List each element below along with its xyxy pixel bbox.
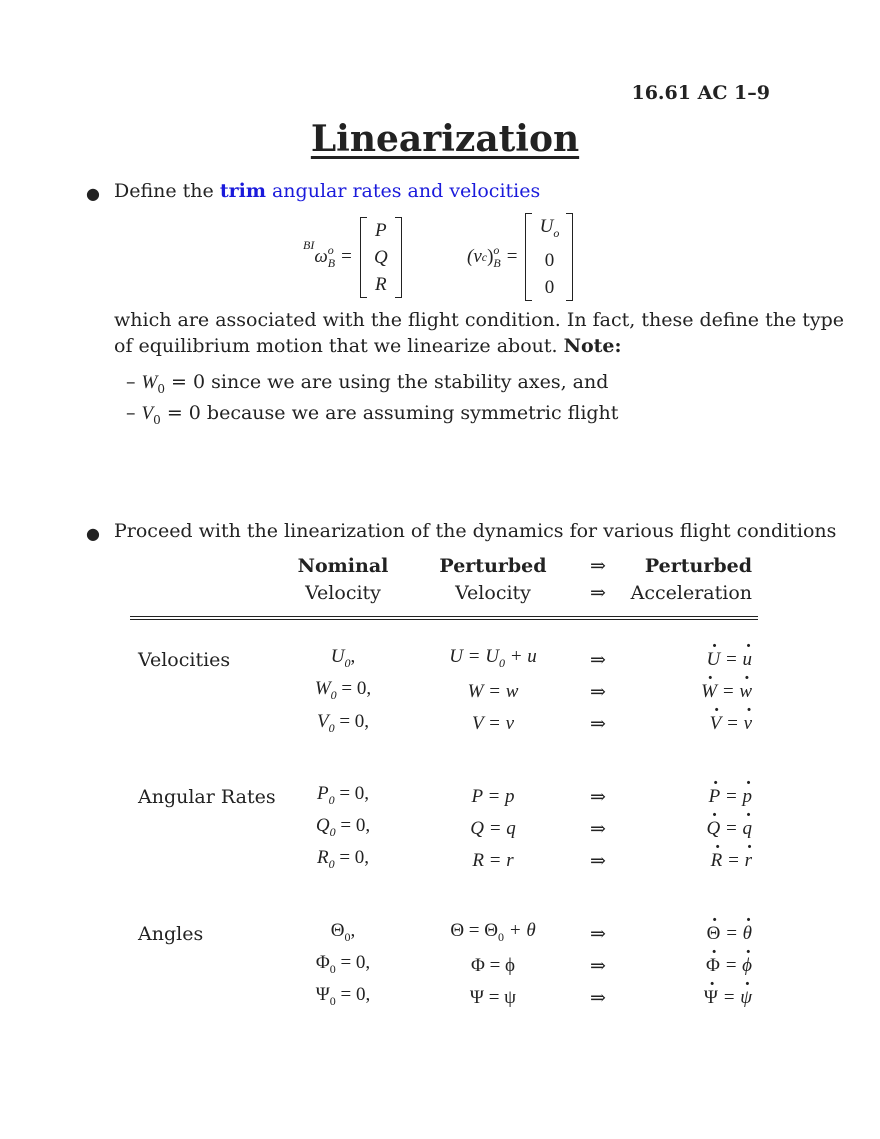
perturbed-rest: + u (504, 646, 537, 667)
omega-vector-q: Q (373, 246, 388, 268)
acceleration-lhs: · P (709, 784, 721, 811)
omega-vector-r: R (375, 273, 387, 295)
acceleration-rhs: · q (743, 816, 753, 843)
omega-prefix-superscript: BI (303, 237, 315, 252)
velocity-lhs-close: ) (487, 246, 494, 267)
velocity-lhs-open: (v (467, 246, 482, 267)
dash-1-sub: 0 (157, 381, 166, 396)
dash-item-1 (126, 371, 608, 396)
acceleration-lhs: · R (711, 848, 723, 875)
perturbed-value: P = p (471, 785, 515, 807)
velocity-equals: = (506, 246, 518, 267)
nominal-sub: 0 (329, 994, 336, 1009)
dash-1-text: = 0 since we are using the stability axes, and (165, 371, 609, 393)
paragraph-line-2 (114, 335, 622, 357)
velocity-vector-zero-2: 0 (544, 276, 555, 298)
dash-2-marker: – (126, 402, 136, 424)
implies-arrow: ⇒ (590, 785, 606, 808)
perturbed-value: Θ = Θ (450, 919, 498, 941)
bullet-1-prefix: Define the (114, 180, 220, 202)
nominal-sub: 0 (329, 961, 336, 976)
bullet-1-marker: ● (86, 184, 100, 203)
perturbed-value: Q = q (470, 818, 516, 840)
nominal-rest: = 0, (335, 952, 371, 974)
acceleration-lhs: · W (701, 679, 717, 706)
bullet-2-text: Proceed with the linearization of the dynamics for various flight conditions (114, 520, 837, 542)
header-velocity-2: Velocity (455, 581, 531, 604)
perturbed-value: U = U (449, 646, 499, 667)
page-title: Linearization (310, 118, 580, 160)
acceleration-rhs: · u (743, 647, 753, 674)
dash-2-text: = 0 because we are assuming symmetric flight (160, 402, 619, 424)
header-velocity: Velocity (305, 581, 381, 604)
linearization-table (130, 553, 758, 1015)
nominal-sub: 0 (344, 655, 351, 670)
perturbed-sub: 0 (498, 655, 505, 670)
perturbed-sub: 0 (498, 929, 504, 944)
nominal-sub: 0 (344, 929, 351, 944)
table-row: $Q_0 = 0$, Q = q ⇒ · Q = · q (130, 813, 758, 845)
nominal-sub: 0 (330, 688, 337, 703)
nominal-value: Q (315, 815, 330, 837)
bullet-2-marker: ● (86, 524, 100, 543)
group-label-angles: Angles (138, 922, 204, 945)
implies-arrow: ⇒ (590, 648, 606, 671)
bullet-1-suffix: angular rates and velocities (265, 180, 541, 202)
velocity-vector-u-subscript: o (553, 225, 560, 240)
nominal-rest: = 0, (335, 815, 371, 837)
implies-arrow: ⇒ (590, 987, 606, 1010)
perturbed-value: W = w (467, 681, 519, 703)
acceleration-rhs: · p (743, 784, 753, 811)
acceleration-lhs: · U (706, 647, 720, 674)
dash-item-2 (126, 402, 618, 427)
table-header-row-2 (130, 580, 758, 607)
header-arrow-2: ⇒ (590, 581, 606, 604)
omega-subscript: B (327, 256, 336, 270)
table-rule (130, 606, 758, 618)
nominal-sub: 0 (329, 824, 336, 839)
dash-2-var: V (141, 403, 154, 424)
omega-symbol: ω (314, 246, 328, 267)
table-row: $\Psi_0 = 0$, Ψ = ψ ⇒ · Ψ = · ψ (130, 982, 758, 1014)
nominal-rest: = 0, (334, 847, 370, 869)
perturbed-value: Ψ = ψ (469, 987, 517, 1009)
header-perturbed-2: Perturbed (644, 555, 752, 577)
omega-vector-p: P (375, 219, 387, 241)
group-label-velocities: Velocities (138, 648, 231, 671)
velocity-lhs-c-subscript: c (481, 249, 488, 264)
nominal-value: P (316, 782, 329, 804)
nominal-value: R (316, 847, 329, 869)
table-row: Velocities $U_0$, $U = U_0 + u$ ⇒ · U = · u (130, 644, 758, 676)
omega-vector (360, 217, 402, 298)
table-row: Angular Rates $P_0 = 0$, P = p ⇒ · P = · p (130, 781, 758, 813)
implies-arrow: ⇒ (590, 850, 606, 873)
nominal-rest: = 0, (336, 678, 372, 700)
table-row: Angles $\Theta_0$, $\Theta = \Theta_0 + \theta$ ⇒ · Θ = · θ (130, 918, 758, 950)
acceleration-rhs: · θ (743, 921, 752, 948)
table-row: $R_0 = 0$, R = r ⇒ · R = · r (130, 845, 758, 877)
header-arrow-1: ⇒ (590, 555, 606, 577)
acceleration-rhs: · ψ (740, 985, 752, 1012)
nominal-sub: 0 (328, 720, 335, 735)
velocity-equation (467, 216, 573, 298)
acceleration-lhs: · Φ (706, 953, 720, 980)
nominal-value: U (330, 646, 345, 667)
omega-equation (303, 216, 402, 298)
implies-arrow: ⇒ (590, 922, 606, 945)
acceleration-lhs: · Ψ (704, 985, 718, 1012)
table-row: $\Phi_0 = 0$, Φ = ϕ ⇒ · Φ = · ϕ (130, 950, 758, 982)
perturbed-value: R = r (472, 850, 514, 872)
nominal-value: Θ (330, 919, 345, 941)
nominal-rest: = 0, (334, 782, 370, 804)
implies-arrow: ⇒ (590, 681, 606, 704)
omega-equals: = (341, 246, 352, 267)
nominal-value: Ψ (315, 984, 330, 1006)
perturbed-rest: + θ (504, 919, 536, 941)
acceleration-lhs: · Θ (707, 921, 721, 948)
nominal-value: W (314, 678, 331, 700)
nominal-value: Φ (315, 952, 330, 974)
acceleration-rhs: · r (745, 848, 752, 875)
table-header-row-1 (130, 553, 758, 580)
paragraph-line-1: which are associated with the flight condition. In fact, these define the type (114, 309, 845, 331)
dash-1-marker: – (126, 371, 136, 393)
group-label-angular-rates: Angular Rates (138, 785, 276, 808)
omega-superscript: o (327, 243, 334, 257)
acceleration-lhs: · Q (706, 816, 720, 843)
velocity-vector-u: U (539, 216, 554, 238)
note-label: Note: (563, 335, 622, 357)
dash-2-sub: 0 (153, 412, 161, 427)
implies-arrow: ⇒ (590, 818, 606, 841)
header-acceleration: Acceleration (630, 581, 752, 604)
header-nominal: Nominal (297, 555, 389, 577)
velocity-vector-zero-1: 0 (544, 249, 555, 271)
velocity-vector (525, 213, 573, 301)
implies-arrow: ⇒ (590, 713, 606, 736)
bullet-1-text (114, 180, 540, 202)
perturbed-value: V = v (471, 713, 515, 735)
nominal-sub: 0 (328, 792, 335, 807)
header-perturbed: Perturbed (439, 555, 547, 577)
paragraph-line-2-text: of equilibrium motion that we linearize about. (114, 335, 564, 357)
nominal-rest: , (350, 646, 356, 667)
nominal-rest: = 0, (335, 984, 371, 1006)
acceleration-rhs: · v (744, 711, 752, 738)
nominal-rest: = 0, (334, 710, 370, 732)
table-row: $W_0 = 0$, W = w ⇒ · W = · w (130, 676, 758, 708)
implies-arrow: ⇒ (590, 954, 606, 977)
trim-term: trim (219, 180, 266, 202)
table-row: $V_0 = 0$, V = v ⇒ · V = · v (130, 709, 758, 741)
nominal-value: V (316, 710, 329, 732)
velocity-superscript: o (493, 243, 500, 257)
dash-1-var: W (141, 372, 158, 393)
velocity-subscript: B (493, 256, 501, 270)
acceleration-lhs: · V (710, 711, 722, 738)
page-number-header: 16.61 AC 1–9 (631, 82, 770, 104)
acceleration-rhs: · ϕ (742, 953, 752, 980)
perturbed-value: Φ = ϕ (470, 954, 516, 976)
nominal-sub: 0 (328, 857, 335, 872)
nominal-rest: , (350, 919, 356, 941)
acceleration-rhs: · w (739, 679, 752, 706)
